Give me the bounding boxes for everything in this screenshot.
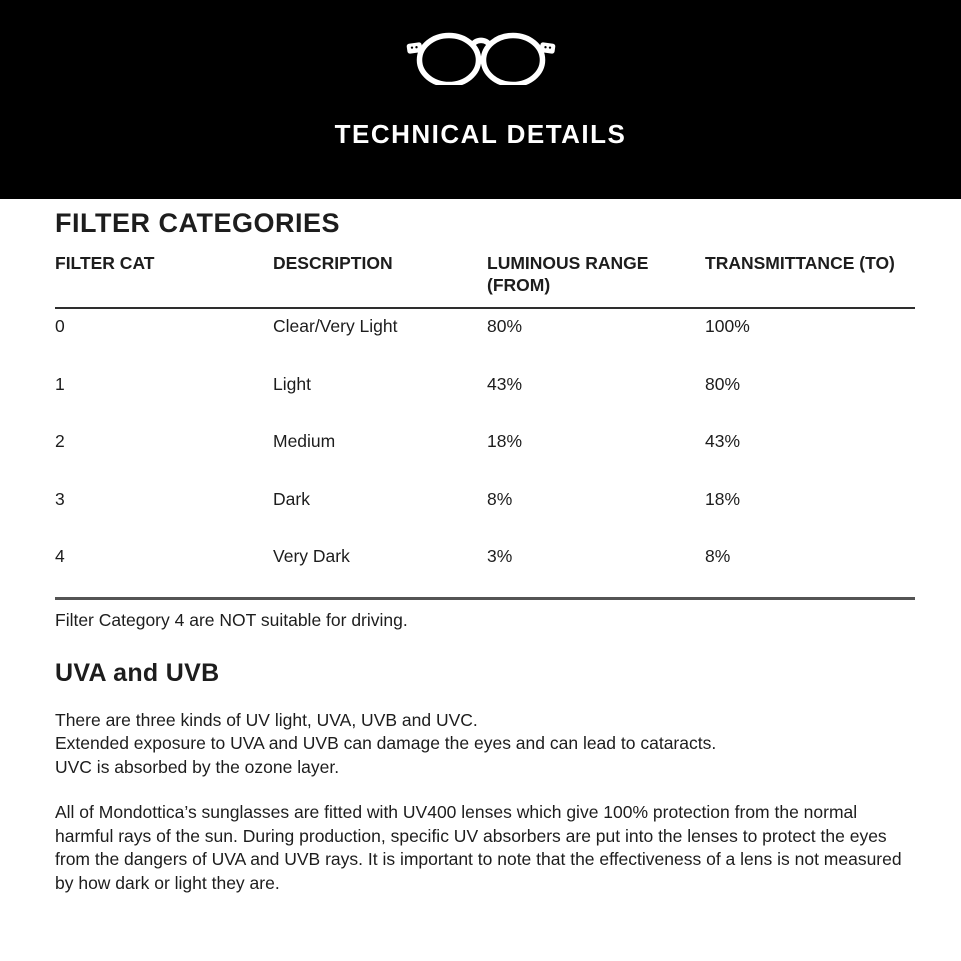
cell-description: Clear/Very Light bbox=[273, 316, 398, 336]
uv-intro-line: There are three kinds of UV light, UVA, UVB and UVC. bbox=[55, 709, 478, 730]
table-row bbox=[55, 367, 915, 425]
uv-intro-line: UVC is absorbed by the ozone layer. bbox=[55, 756, 340, 777]
cell-filter-cat: 3 bbox=[55, 488, 65, 509]
banner bbox=[0, 0, 961, 199]
filter-categories-table bbox=[55, 250, 915, 600]
cell-transmittance-to: 8% bbox=[705, 546, 731, 567]
table-header-row bbox=[55, 250, 915, 309]
banner-title: TECHNICAL DETAILS bbox=[334, 119, 627, 149]
table-row bbox=[55, 539, 915, 597]
cell-description: Very Dark bbox=[273, 546, 350, 567]
column-header-filter-cat: FILTER CAT bbox=[55, 253, 155, 273]
cell-transmittance-to: 43% bbox=[705, 431, 741, 452]
driving-note: Filter Category 4 are NOT suitable for driving. bbox=[55, 609, 408, 630]
cell-description: Light bbox=[273, 373, 311, 394]
cell-luminous-from: 3% bbox=[487, 546, 513, 567]
column-header-luminous-range: LUMINOUS RANGE (FROM) bbox=[487, 253, 649, 295]
cell-description: Dark bbox=[273, 488, 310, 509]
table-row bbox=[55, 424, 915, 482]
cell-filter-cat: 0 bbox=[55, 316, 65, 336]
column-header-transmittance: TRANSMITTANCE (TO) bbox=[705, 253, 895, 273]
page-content bbox=[0, 207, 961, 895]
table-row bbox=[55, 309, 915, 367]
uv-intro-lines bbox=[55, 709, 915, 780]
cell-filter-cat: 1 bbox=[55, 373, 65, 394]
uva-uvb-heading: UVA and UVB bbox=[55, 658, 220, 687]
glasses-icon bbox=[406, 31, 556, 90]
cell-luminous-from: 43% bbox=[487, 373, 523, 394]
table-row bbox=[55, 482, 915, 540]
cell-luminous-from: 8% bbox=[487, 488, 513, 509]
cell-description: Medium bbox=[273, 431, 336, 452]
uv-intro-line: Extended exposure to UVA and UVB can damage the eyes and can lead to cataracts. bbox=[55, 733, 717, 754]
cell-filter-cat: 2 bbox=[55, 431, 65, 452]
filter-categories-heading: FILTER CATEGORIES bbox=[55, 208, 340, 238]
cell-transmittance-to: 100% bbox=[705, 316, 750, 336]
cell-transmittance-to: 80% bbox=[705, 373, 741, 394]
cell-filter-cat: 4 bbox=[55, 546, 65, 567]
cell-transmittance-to: 18% bbox=[705, 488, 741, 509]
column-header-description: DESCRIPTION bbox=[273, 253, 393, 273]
table-body bbox=[55, 309, 915, 600]
cell-luminous-from: 80% bbox=[487, 316, 523, 336]
uv400-paragraph: All of Mondottica’s sunglasses are fitted with UV400 lenses which give 100% protection from the normal harmful rays of the sun. During production, specific UV absorbers are put into the lenses to protect the eyes from the dangers of UVA and UVB rays. It is important to note that the effectiveness of a lens is not measured by how dark or light they are. bbox=[55, 802, 902, 893]
cell-luminous-from: 18% bbox=[487, 431, 523, 452]
